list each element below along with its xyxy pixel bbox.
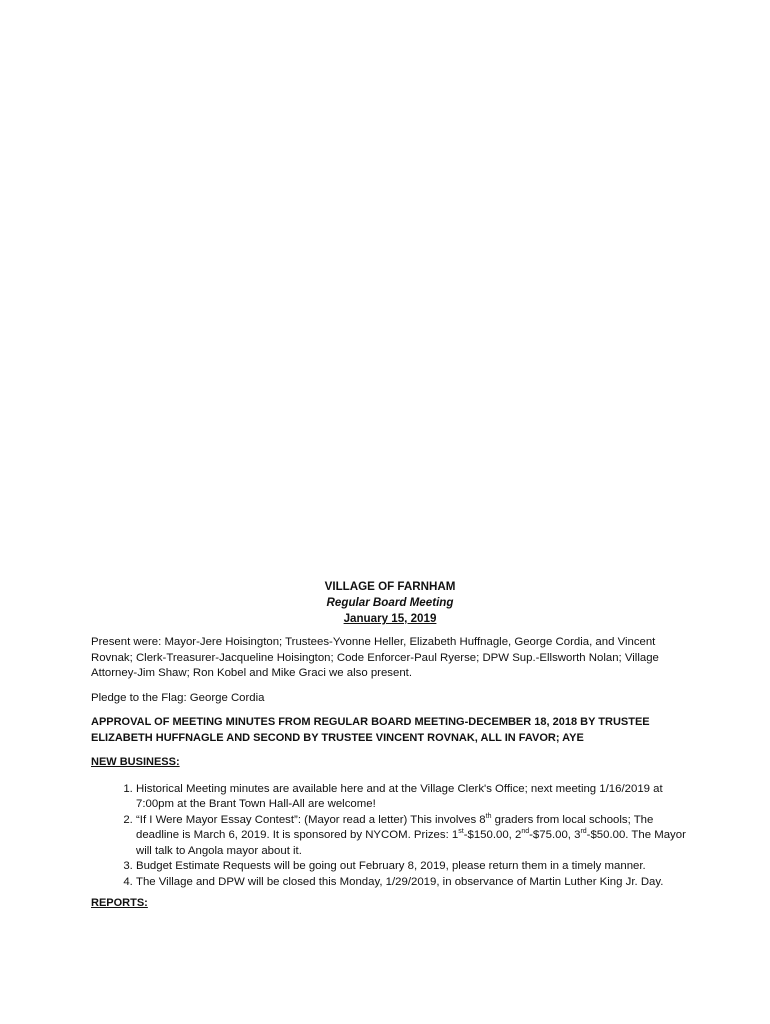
document-subtitle: Regular Board Meeting [326, 596, 454, 609]
approval-paragraph: APPROVAL OF MEETING MINUTES FROM REGULAR BOARD MEETING-DECEMBER 18, 2018 BY TRUSTEE ELIZABETH HUFFNAGLE AND SECOND BY TRUSTEE VINCENT ROVNAK, ALL IN FAVOR; AYE [91, 716, 650, 744]
list-item-text: Budget Estimate Requests will be going out February 8, 2019, please return them in a timely manner. [136, 860, 646, 872]
reports-heading: REPORTS: [91, 897, 148, 909]
essay-text-c: -$150.00, 2 [463, 829, 522, 841]
document-title: VILLAGE OF FARNHAM [324, 580, 456, 593]
superscript: rd [580, 828, 587, 836]
essay-text-e: -$50.00. The Mayor will talk to Angola mayor about it. [136, 829, 686, 857]
new-business-list [91, 782, 689, 891]
list-item [136, 859, 689, 875]
new-business-heading: NEW BUSINESS: [91, 756, 180, 768]
list-item [136, 782, 689, 813]
pledge-paragraph: Pledge to the Flag: George Cordia [91, 691, 265, 704]
superscript: th [485, 812, 492, 820]
essay-text-a: “If I Were Mayor Essay Contest”: (Mayor read a letter) This involves 8 [136, 813, 486, 826]
list-item [136, 813, 689, 860]
list-item [136, 875, 689, 891]
meeting-date: January 15, 2019 [343, 612, 437, 625]
list-item-text: The Village and DPW will be closed this Monday, 1/29/2019, in observance of Martin Luther King Jr. Day. [136, 875, 664, 888]
attendance-paragraph: Present were: Mayor-Jere Hoisington; Trustees-Yvonne Heller, Elizabeth Huffnagle, George Cordia, and Vincent Rovnak; Clerk-Treasurer-Jacqueline Hoisington; Code Enforcer-Paul Ryerse; DPW Sup.-Ellsworth Nolan; Village Attorney-Jim Shaw; Ron Kobel and Mike Graci we also present. [91, 636, 659, 679]
superscript: nd [521, 828, 530, 836]
title-block [91, 579, 689, 627]
essay-text-b: graders from local schools; The deadline is March 6, 2019. It is sponsored by NYCOM. Prizes: 1 [136, 813, 654, 841]
superscript: st [458, 828, 464, 836]
list-item-text: Historical Meeting minutes are available here and at the Village Clerk's Office; next meeting 1/16/2019 at 7:00pm at the Brant Town Hall-All are welcome! [136, 782, 663, 810]
essay-text-d: -$75.00, 3 [529, 829, 581, 841]
minutes-content [91, 579, 689, 923]
